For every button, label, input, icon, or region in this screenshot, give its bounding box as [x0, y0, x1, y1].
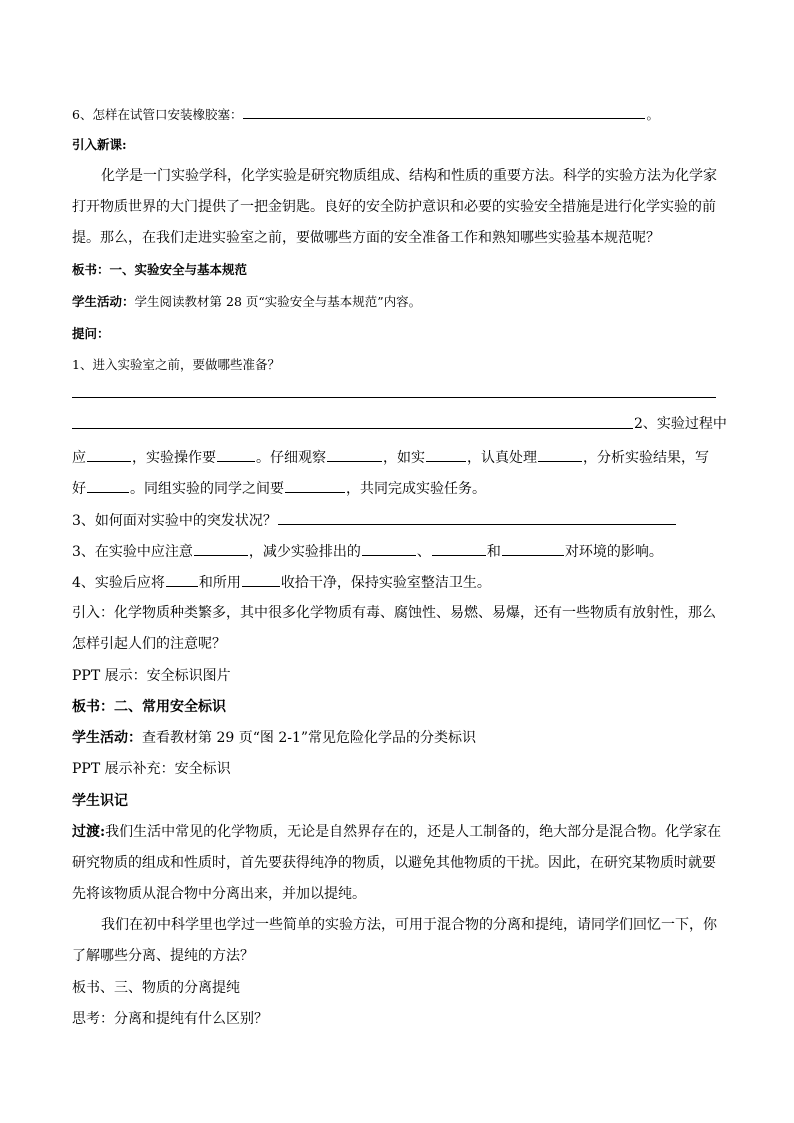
question-heading: 提问：	[72, 326, 110, 341]
answer-line-1	[72, 397, 716, 398]
intro-paragraph-line-2: 打开物质世界的大门提供了一把金钥匙。良好的安全防护意识和必要的实验安全措施是进行化学实验的前	[72, 199, 716, 215]
board-note-1: 板书：一、实验安全与基本规范	[72, 262, 248, 277]
q2-text-e: ，认真处理	[467, 450, 537, 466]
student-activity-2-text: 查看教材第 29 页“图 2-1”常见危险化学品的分类标识	[142, 730, 477, 746]
think-question: 思考：分离和提纯有什么区别？	[72, 1011, 268, 1027]
question-6	[72, 103, 722, 125]
blank-q2-7	[285, 477, 345, 493]
q2-text-f: ，分析实验结果，写	[583, 450, 709, 466]
q4-text-a: 4、实验后应将	[72, 575, 165, 591]
blank-q6	[243, 103, 645, 119]
transition-line-3: 先将该物质从混合物中分离出来，并加以提纯。	[72, 886, 366, 902]
question-2-line-1	[72, 446, 722, 468]
intro-paragraph-line-1: 化学是一门实验学科，化学实验是研究物质组成、结构和性质的重要方法。科学的实验方法为化学家	[101, 168, 717, 184]
q3b-text-a: 3、在实验中应注意	[72, 544, 193, 560]
intro-2-line-2: 怎样引起人们的注意呢？	[72, 636, 226, 652]
transition-line-2: 研究物质的组成和性质时，首先要获得纯净的物质，以避免其他物质的干扰。因此，在研究某物质时就要	[72, 855, 716, 871]
question-3a-text: 3、如何面对实验中的突发状况？	[72, 513, 277, 529]
blank-q4-1	[166, 571, 198, 587]
question-2-start: 2、实验过程中	[634, 416, 727, 432]
q2-text-b: ，实验操作要	[132, 450, 216, 466]
q2-text-d: ，如实	[383, 450, 425, 466]
intro-paragraph-line-3: 提。那么，在我们走进实验室之前，要做哪些方面的安全准备工作和熟知哪些实验基本规范呢？	[72, 230, 660, 246]
ppt-display-1: PPT 展示：安全标识图片	[72, 668, 231, 684]
question-4	[72, 571, 722, 593]
student-activity-1-label: 学生活动：	[72, 294, 135, 309]
q2-text-h: 。同组实验的同学之间要	[130, 481, 284, 497]
q3b-text-c: 、	[416, 544, 431, 560]
board-note-2: 板书：二、常用安全标识	[72, 699, 226, 715]
intro-2-line-1: 引入：化学物质种类繁多，其中很多化学物质有毒、腐蚀性、易燃、易爆，还有一些物质有放射性，那么	[72, 605, 716, 621]
student-activity-2	[72, 728, 722, 748]
student-activity-2-label: 学生活动：	[72, 730, 142, 746]
student-memorize: 学生识记	[72, 793, 128, 809]
student-activity-1	[72, 292, 722, 312]
blank-q2-6	[87, 477, 129, 493]
question-1: 1、进入实验室之前，要做哪些准备？	[72, 357, 280, 372]
q2-text-i: ，共同完成实验任务。	[346, 481, 486, 497]
blank-q3b-4	[502, 540, 564, 556]
board-note-3: 板书、三、物质的分离提纯	[72, 980, 240, 996]
transition-label: 过渡:	[72, 824, 106, 840]
question-3b	[72, 540, 722, 562]
transition-text-1: 我们生活中常见的化学物质，无论是自然界存在的，还是人工制备的，绝大部分是混合物。化学家在	[105, 824, 722, 840]
question-2-line-2	[72, 477, 722, 499]
q4-text-c: 收拾干净，保持实验室整洁卫生。	[280, 575, 491, 591]
blank-q2-3	[327, 446, 382, 462]
ppt-display-2: PPT 展示补充：安全标识	[72, 761, 231, 777]
q2-text-g: 好	[72, 481, 86, 497]
q3b-text-e: 对环境的影响。	[564, 544, 663, 560]
blank-q2-2	[217, 446, 255, 462]
blank-q3b-1	[194, 540, 248, 556]
blank-q3b-3	[432, 540, 486, 556]
student-activity-1-text: 学生阅读教材第 28 页“实验安全与基本规范”内容。	[134, 294, 422, 309]
blank-q2-5	[538, 446, 582, 462]
answer-line-2	[72, 428, 633, 429]
question-3a	[72, 509, 722, 531]
q2-text-a: 应	[72, 450, 86, 466]
recall-line-1: 我们在初中科学里也学过一些简单的实验方法，可用于混合物的分离和提纯，请同学们回忆一下，你	[101, 917, 717, 933]
q2-text-c: 。仔细观察	[256, 450, 326, 466]
q4-text-b: 和所用	[198, 575, 241, 591]
q3b-text-b: ，减少实验排出的	[248, 544, 361, 560]
recall-line-2: 了解哪些分离、提纯的方法？	[72, 948, 254, 964]
question-6-text: 6、怎样在试管口安装橡胶塞：	[72, 107, 243, 122]
blank-q4-2	[242, 571, 280, 587]
question-6-end: 。	[646, 107, 659, 122]
blank-q2-1	[87, 446, 131, 462]
intro-heading: 引入新课:	[72, 137, 127, 152]
blank-q3a	[278, 509, 676, 525]
blank-q3b-2	[362, 540, 416, 556]
q3b-text-d: 和	[486, 544, 501, 560]
blank-q2-4	[426, 446, 466, 462]
transition-line-1	[72, 822, 722, 842]
